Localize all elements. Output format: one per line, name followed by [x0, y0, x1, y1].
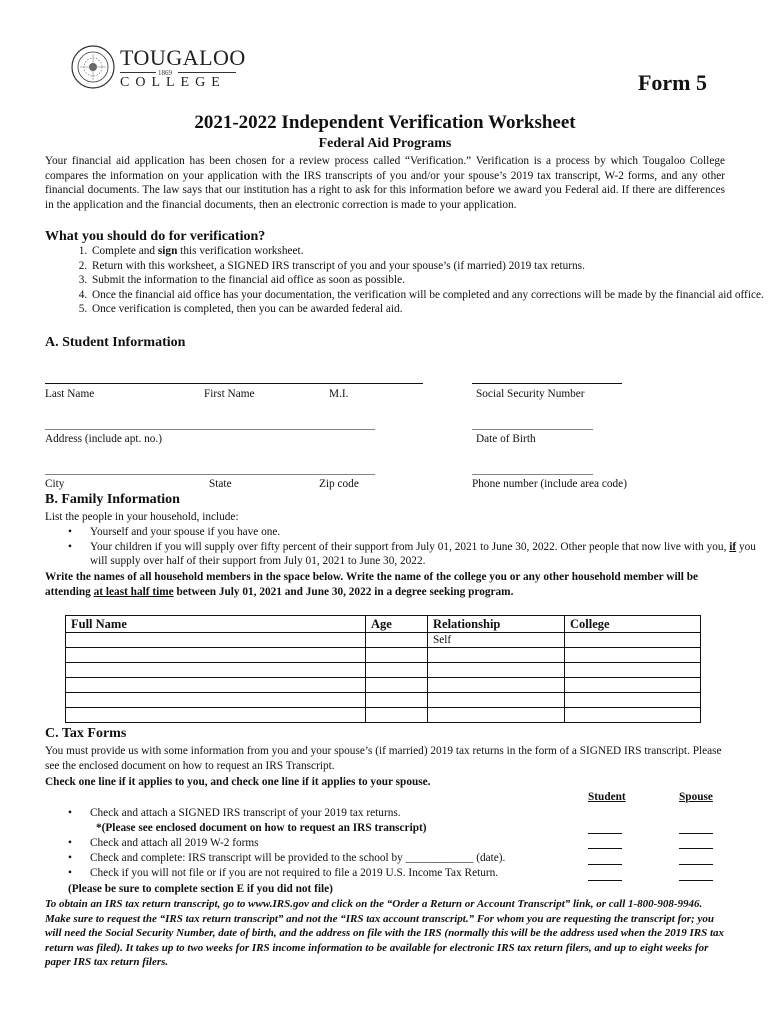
family-info-heading: B. Family Information [45, 492, 180, 507]
name-line[interactable] [45, 383, 423, 384]
tax-item-4-note: (Please be sure to complete section E if you did not file) [68, 883, 333, 895]
tax-item-2: Check and attach all 2019 W-2 forms [90, 837, 259, 849]
dob-line[interactable]: ______________________ [472, 419, 593, 431]
student-info-heading: A. Student Information [45, 335, 186, 350]
city-line[interactable]: ____________________________________________________________ [45, 464, 375, 476]
step-5: 5. Once verification is completed, then you can be awarded federal aid. [90, 302, 770, 317]
brand-subtitle: COLLEGE [120, 75, 226, 90]
bullet-self: • Yourself and your spouse if you have one. [90, 525, 760, 540]
spouse-check-2[interactable] [679, 848, 713, 849]
intro-paragraph: Your financial aid application has been chosen for a review process called “Verification.” Verification is a process by which Tougaloo College compares the information on your application with the IRS transcripts of you and/or your spouse’s 2019 tax transcript, W-2 forms, and any other financial documents. The law says that our institution has a right to ask for this information before we award you Federal aid. If there are differences in the application and the financial documents, then an electronic correction is made to your application. [45, 155, 725, 211]
phone-line[interactable]: ______________________ [472, 464, 593, 476]
ssn-line[interactable] [472, 383, 622, 384]
bullet-icon: • [68, 837, 72, 849]
household-table [65, 615, 701, 723]
table-row[interactable] [66, 663, 701, 678]
col-full-name: Full Name [66, 616, 366, 633]
brand-rule-right [178, 72, 236, 73]
verification-heading: What you should do for verification? [45, 229, 266, 244]
ssn-label: Social Security Number [476, 388, 585, 400]
relationship-self: Self [428, 633, 565, 648]
dob-label: Date of Birth [476, 433, 536, 445]
household-bullets [45, 525, 760, 569]
tax-item-3: Check and complete: IRS transcript will be provided to the school by ____________ (date). [90, 852, 506, 864]
col-college: College [565, 616, 701, 633]
spouse-check-1[interactable] [679, 833, 713, 834]
col-relationship: Relationship [428, 616, 565, 633]
verification-steps [45, 244, 770, 317]
form-number: Form 5 [637, 70, 707, 95]
tax-item-1: Check and attach a SIGNED IRS transcript of your 2019 tax returns. [90, 807, 401, 819]
col-spouse-label: Spouse [679, 791, 713, 803]
check-instruction: Check one line if it applies to you, and check one line if it applies to your spouse. [45, 776, 431, 788]
tax-forms-heading: C. Tax Forms [45, 726, 127, 741]
bullet-icon: • [68, 852, 72, 864]
spouse-check-3[interactable] [679, 864, 713, 865]
page-subtitle: Federal Aid Programs [318, 136, 452, 151]
table-header-row [66, 616, 701, 633]
irs-transcript-instructions: To obtain an IRS tax return transcript, go to www.IRS.gov and click on the “Order a Return or Account Transcript” link, or call 1-800-908-9946. Make sure to request the “IRS tax return transcript” and not the “IRS tax account transcript.” For whom you are requesting the transcript for; you will need the Social Security Number, date of birth, and the address on file with the IRS (normally this will be the address used when the 2019 IRS tax return was filed). It takes up to two weeks for IRS income information to be available for electronic IRS tax return filers, and up to eight weeks for paper IRS tax return filers. [45, 898, 725, 969]
mi-label: M.I. [329, 388, 349, 400]
tax-item-1-note: *(Please see enclosed document on how to request an IRS transcript) [96, 822, 427, 834]
step-2: 2. Return with this worksheet, a SIGNED IRS transcript of you and your spouse’s (if married) 2019 tax returns. [90, 259, 770, 274]
brand-name: TOUGALOO [120, 45, 246, 70]
table-row[interactable] [66, 633, 701, 648]
first-name-label: First Name [204, 388, 255, 400]
address-label: Address (include apt. no.) [45, 433, 163, 445]
brand-year: 1869 [158, 69, 172, 77]
page-title: 2021-2022 Independent Verification Worksheet [194, 112, 576, 133]
table-row[interactable] [66, 648, 701, 663]
student-check-1[interactable] [588, 833, 622, 834]
table-row[interactable] [66, 708, 701, 723]
table-row[interactable] [66, 678, 701, 693]
address-line[interactable]: ____________________________________________________________ [45, 419, 375, 431]
tax-item-4: Check if you will not file or if you are not required to file a 2019 U.S. Income Tax Return. [90, 867, 499, 879]
col-student-label: Student [588, 791, 626, 803]
household-instruction: Write the names of all household members in the space below. Write the name of the college you or any other household member will be attending at least half time between July 01, 2021 and June 30, 2022 in a degree seeking program. [45, 571, 698, 598]
brand-rule-left [120, 72, 156, 73]
step-3: 3. Submit the information to the financial aid office as soon as possible. [90, 273, 770, 288]
table-row[interactable] [66, 693, 701, 708]
spouse-check-4[interactable] [679, 880, 713, 881]
phone-label: Phone number (include area code) [472, 478, 627, 490]
student-check-2[interactable] [588, 848, 622, 849]
step-4: 4. Once the financial aid office has your documentation, the verification will be completed and any corrections will be made by the financial aid office. [90, 288, 770, 303]
bullet-icon: • [68, 867, 72, 879]
bullet-icon: • [68, 807, 72, 819]
col-age: Age [366, 616, 428, 633]
last-name-label: Last Name [45, 388, 95, 400]
student-check-4[interactable] [588, 880, 622, 881]
student-check-3[interactable] [588, 864, 622, 865]
bullet-children: • Your children if you will supply over fifty percent of their support from July 01, 2021 to June 30, 2022. Other people that now live with you, if you will supply over half of their support from July 01, 2021 to June 30, 2022. [90, 540, 760, 569]
family-list-intro: List the people in your household, include: [45, 511, 239, 523]
state-label: State [209, 478, 232, 490]
step-1: 1. Complete and sign this verification worksheet. [90, 244, 770, 259]
college-seal-icon [70, 44, 116, 90]
tax-intro: You must provide us with some information from you and your spouse’s (if married) 2019 tax returns in the form of a SIGNED IRS transcript. Please see the enclosed document on how to request an IRS Transcript. [45, 745, 722, 772]
zip-label: Zip code [319, 478, 359, 490]
city-label: City [45, 478, 65, 490]
